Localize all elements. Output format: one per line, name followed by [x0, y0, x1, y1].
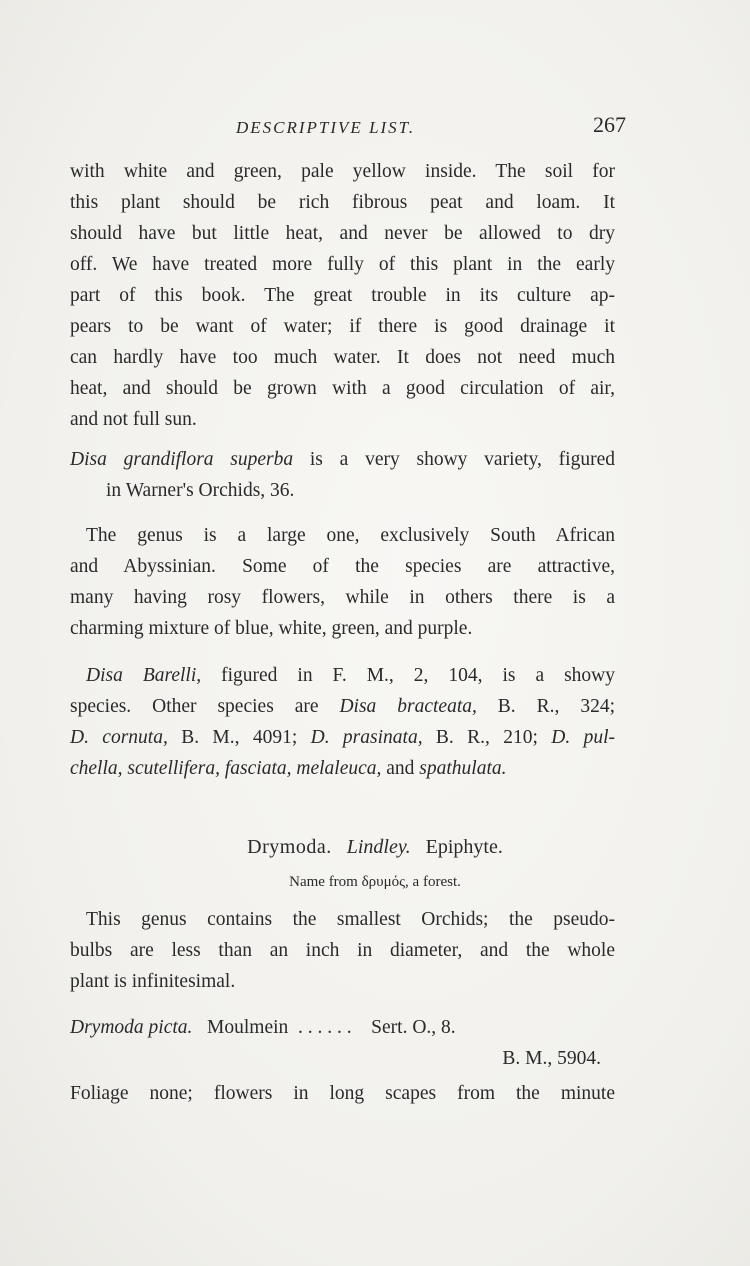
paragraph-culture — [70, 156, 615, 435]
text-fragment: B. M., 4091; — [167, 727, 311, 748]
text-line: plant is infinitesimal. — [70, 971, 236, 992]
text-line: in Warner's Orchids, 36. — [106, 480, 295, 501]
text-line — [70, 1012, 615, 1043]
paragraph-genus-note — [70, 520, 615, 644]
text-line — [70, 753, 615, 784]
genus-author: Lindley. — [346, 836, 411, 858]
text-line — [70, 444, 615, 475]
text-line — [70, 660, 615, 691]
text-line: many having rosy flowers, while in others there is a — [70, 587, 615, 608]
species-name: spathulata. — [419, 758, 507, 779]
text-line: off. We have treated more fully of this plant in the early — [70, 254, 615, 275]
genus-type: Epiphyte. — [425, 836, 503, 858]
text-fragment: and — [381, 758, 420, 779]
reference-2: B. M., 5904. — [502, 1048, 601, 1069]
text-line: The genus is a large one, exclusively South African — [86, 525, 615, 546]
text-line: This genus contains the smallest Orchids; the pseudo- — [86, 909, 615, 930]
text-line: part of this book. The great trouble in its culture ap- — [70, 285, 615, 306]
text-line: with white and green, pale yellow inside. The soil for — [70, 161, 615, 182]
text-line — [70, 722, 615, 753]
leader-dots: . . . . . . — [298, 1017, 352, 1038]
header-title: DESCRIPTIVE LIST. — [236, 118, 416, 137]
text-line: bulbs are less than an inch in diameter, and the whole — [70, 940, 615, 961]
genus-etymology: Name from δρυμός, a forest. — [289, 874, 461, 890]
text-line: and not full sun. — [70, 409, 197, 430]
paragraph-foliage — [70, 1078, 615, 1109]
running-header — [236, 112, 626, 138]
species-name: Disa bracteata, — [339, 696, 477, 717]
reference-1: Sert. O., 8. — [371, 1017, 456, 1038]
species-name: D. cornuta, — [70, 727, 168, 748]
page-number: 267 — [593, 112, 626, 137]
text-line: heat, and should be grown with a good circulation of air, — [70, 378, 615, 399]
species-name: Disa grandiflora superba — [70, 449, 294, 470]
species-name: Disa Barelli, — [86, 665, 202, 686]
text-line: and Abyssinian. Some of the species are attractive, — [70, 556, 615, 577]
text-line: Foliage none; flowers in long scapes from the minute — [70, 1083, 615, 1104]
text-line: should have but little heat, and never be allowed to dry — [70, 223, 615, 244]
genus-heading — [0, 836, 750, 859]
text-fragment: B. R., 324; — [476, 696, 615, 717]
text-line: pears to be want of water; if there is good drainage it — [70, 316, 615, 337]
species-name: chella, scutellifera, fasciata, melaleuca, — [70, 758, 382, 779]
species-entry — [70, 1012, 615, 1074]
text-fragment: figured in F. M., 2, 104, is a showy — [201, 665, 616, 686]
text-fragment: is a very showy variety, figured — [293, 449, 615, 470]
paragraph-drymoda — [70, 904, 615, 997]
text-line: this plant should be rich fibrous peat and loam. It — [70, 192, 615, 213]
species-name: D. prasinata, — [310, 727, 423, 748]
paragraph-variety — [70, 444, 615, 506]
text-fragment: species. Other species are — [70, 696, 340, 717]
species-name: Drymoda picta. — [70, 1017, 193, 1038]
text-line: can hardly have too much water. It does not need much — [70, 347, 615, 368]
locality: Moulmein — [207, 1017, 289, 1038]
text-fragment: B. R., 210; — [422, 727, 552, 748]
text-line — [70, 691, 615, 722]
genus-name: Drymoda. — [247, 836, 332, 858]
paragraph-species-list — [70, 660, 615, 784]
text-line: charming mixture of blue, white, green, and purple. — [70, 618, 473, 639]
species-name: D. pul- — [551, 727, 615, 748]
